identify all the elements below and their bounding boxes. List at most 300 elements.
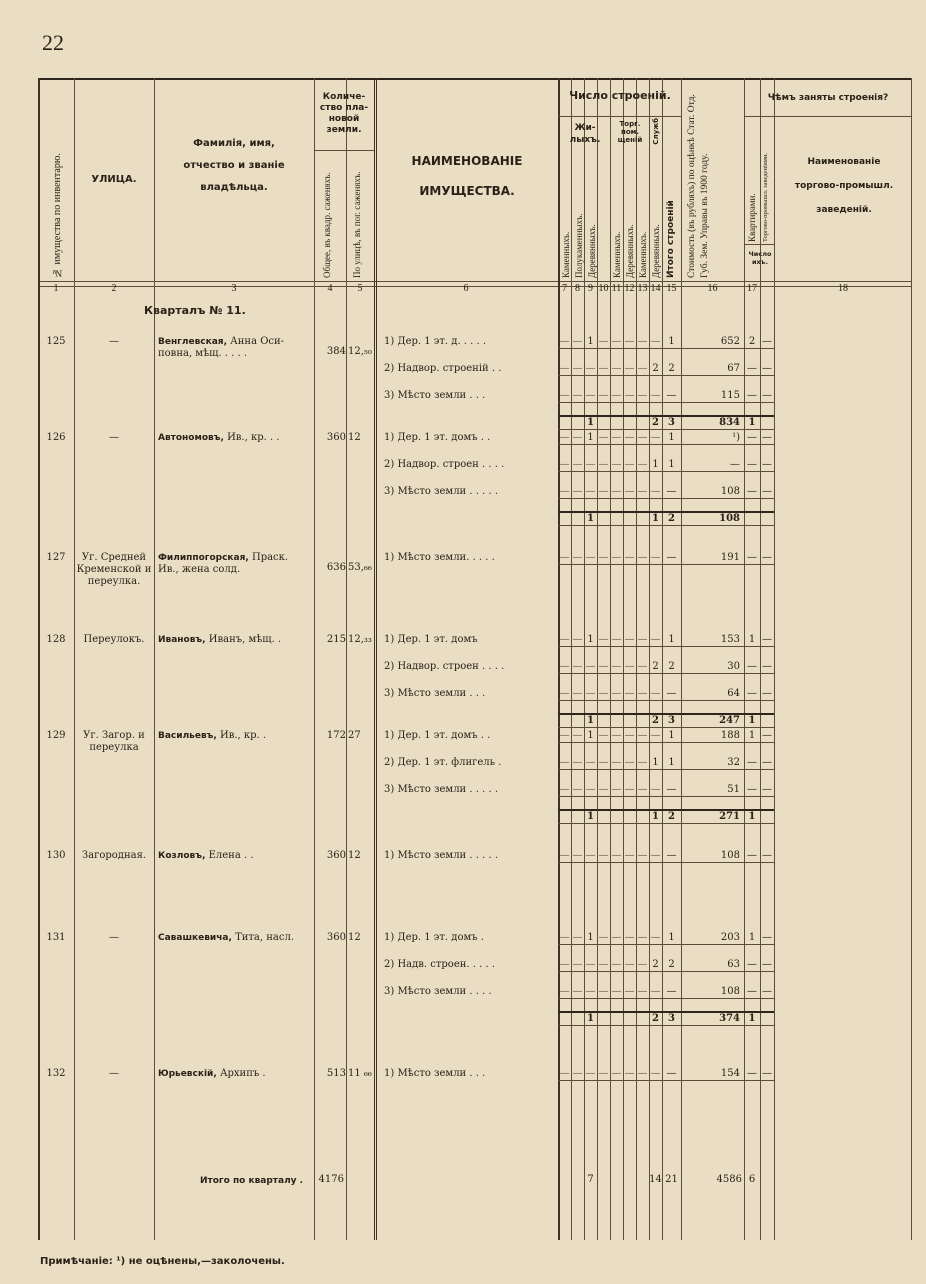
building-count: — [637, 850, 648, 861]
apartments-cell: — [747, 784, 757, 795]
building-count: — [559, 390, 570, 401]
land-area: 384 [326, 346, 346, 357]
building-count: — [572, 661, 583, 672]
owner-name: Филиппогорская, Праск. [158, 552, 289, 563]
building-count: — [585, 390, 596, 401]
building-count: — [585, 1068, 596, 1079]
sum-service: 2 [652, 417, 659, 428]
building-count: — [598, 1068, 609, 1079]
building-count: — [611, 986, 622, 997]
sum-total-buildings: 2 [668, 811, 675, 822]
value-cell: ¹) [732, 432, 740, 443]
value-cell: 30 [727, 661, 740, 672]
apartments-cell: 1 [748, 634, 756, 645]
column-number: 6 [463, 283, 469, 294]
building-count: — [559, 730, 570, 741]
header-stone: Каменныхъ. [561, 231, 571, 278]
sum-service: 1 [652, 513, 659, 524]
building-count: — [598, 336, 609, 347]
owner-name-cont: Ив., жена солд. [158, 564, 241, 575]
building-count: — [572, 486, 583, 497]
building-count: 2 [652, 959, 659, 970]
building-count: — [624, 363, 635, 374]
trade-estab-cell: — [762, 986, 772, 997]
building-count: — [598, 486, 609, 497]
building-count: — [624, 850, 635, 861]
apartments-cell: — [747, 390, 757, 401]
building-count: — [650, 850, 661, 861]
total-apartments: 6 [748, 1174, 756, 1185]
building-count: — [559, 459, 570, 470]
header-occupied: Чѣмъ заняты строенія? [767, 93, 889, 103]
building-count: — [637, 661, 648, 672]
total-buildings-cell: 2 [668, 363, 675, 374]
trade-estab-cell: — [762, 661, 772, 672]
building-count: — [585, 688, 596, 699]
building-count: 1 [587, 432, 594, 443]
trade-estab-cell: — [762, 552, 772, 563]
trade-estab-cell: — [762, 363, 772, 374]
property-item: 3) Мѣсто земли . . . . . [384, 784, 498, 795]
building-count: — [559, 850, 570, 861]
total-area: 4176 [318, 1174, 344, 1185]
building-count: — [559, 986, 570, 997]
column-number: 5 [357, 283, 363, 294]
building-count: — [572, 850, 583, 861]
sum-wooden-res: 1 [587, 1013, 594, 1024]
street-length: 27 [348, 730, 361, 741]
building-count: — [624, 688, 635, 699]
street-length: 12,₃₃ [348, 634, 372, 645]
header-land-total: Общее, въ квадр. саженяхъ. [322, 172, 332, 278]
building-count: — [611, 1068, 622, 1079]
building-count: — [624, 730, 635, 741]
value-cell: 203 [720, 932, 740, 943]
street-length: 12 [348, 932, 361, 943]
building-count: — [598, 688, 609, 699]
sum-total-buildings: 2 [668, 513, 675, 524]
building-count: — [611, 390, 622, 401]
total-buildings-cell: 1 [668, 432, 675, 443]
inventory-number: 125 [46, 336, 66, 347]
building-count: — [624, 986, 635, 997]
column-number: 1 [53, 283, 59, 294]
property-item: 1) Дер. 1 эт. домъ . . [384, 432, 491, 443]
apartments-cell: — [747, 432, 757, 443]
building-count: — [650, 486, 661, 497]
building-count: — [637, 363, 648, 374]
row-rule [558, 564, 774, 565]
apartments-cell: 1 [748, 730, 756, 741]
building-count: — [598, 390, 609, 401]
value-cell: 63 [727, 959, 740, 970]
header-service-stone: Каменныхъ. [638, 231, 648, 278]
building-count: — [624, 390, 635, 401]
building-count: — [611, 486, 622, 497]
trade-estab-cell: — [762, 336, 772, 347]
building-count: — [572, 932, 583, 943]
property-item: 3) Мѣсто земли . . . . . [384, 486, 498, 497]
building-count: — [637, 784, 648, 795]
building-count: — [585, 959, 596, 970]
building-count: — [637, 336, 648, 347]
row-rule [558, 673, 774, 674]
header-owner: Фамилія, имя, отчество и званіе владѣльца. [183, 138, 285, 193]
trade-estab-cell: — [762, 757, 772, 768]
inventory-number: 130 [46, 850, 66, 861]
building-count: — [598, 661, 609, 672]
trade-estab-cell: — [762, 634, 772, 645]
building-count: — [637, 390, 648, 401]
inventory-number: 132 [46, 1068, 66, 1079]
trade-estab-cell: — [762, 688, 772, 699]
property-item: 1) Дер. 1 эт. домъ . . [384, 730, 491, 741]
building-count: — [559, 757, 570, 768]
value-cell: 32 [727, 757, 740, 768]
building-count: — [585, 363, 596, 374]
building-count: — [624, 661, 635, 672]
total-buildings-cell: — [666, 850, 677, 861]
header-trade-estab: Торгово-промышл. заведеніями. [762, 153, 769, 242]
column-number: 10 [598, 283, 609, 294]
building-count: — [637, 486, 648, 497]
building-count: 2 [652, 363, 659, 374]
quarter-title: Кварталъ № 11. [144, 304, 246, 317]
sum-apartments: 1 [748, 1013, 756, 1024]
column-number: 18 [838, 283, 848, 294]
trade-estab-cell: — [762, 486, 772, 497]
building-count: 1 [587, 932, 594, 943]
building-count: — [650, 552, 661, 563]
sum-value: 271 [719, 811, 740, 822]
row-rule [558, 429, 774, 430]
total-buildings-cell: 1 [668, 634, 675, 645]
header-trade-stone: Каменныхъ. [612, 231, 622, 278]
building-count: — [598, 363, 609, 374]
row-rule [558, 727, 774, 728]
row-rule [558, 700, 774, 701]
property-item: 2) Надвор. строеній . . [384, 363, 502, 374]
trade-estab-cell: — [762, 459, 772, 470]
header-count: Число ихъ. [748, 250, 772, 266]
column-number: 13 [637, 283, 648, 294]
building-count: — [585, 661, 596, 672]
header-land: Количе-ство пла-новой земли. [319, 92, 369, 135]
building-count: — [650, 932, 661, 943]
value-cell: 652 [720, 336, 740, 347]
apartments-cell: — [747, 959, 757, 970]
building-count: — [624, 432, 635, 443]
street-name: Переулокъ. [83, 634, 145, 645]
building-count: — [572, 1068, 583, 1079]
trade-estab-cell: — [762, 390, 772, 401]
sum-service: 1 [652, 811, 659, 822]
building-count: 1 [652, 459, 659, 470]
total-buildings-cell: — [666, 784, 677, 795]
owner-name: Козловъ, Елена . . [158, 850, 254, 861]
street-name: — [109, 1068, 119, 1079]
building-count: — [559, 1068, 570, 1079]
header-service-wooden: Деревянныхъ. [651, 224, 661, 278]
header-bottom-rule [38, 281, 912, 282]
header-total-buildings: Итого строеній [666, 200, 676, 278]
building-count: — [637, 634, 648, 645]
trade-estab-cell: — [762, 730, 772, 741]
row-rule [558, 646, 774, 647]
value-cell: 67 [727, 363, 740, 374]
apartments-cell: — [747, 486, 757, 497]
total-service-wooden: 14 [649, 1174, 662, 1185]
building-count: — [585, 552, 596, 563]
building-count: — [585, 757, 596, 768]
building-count: — [585, 784, 596, 795]
building-count: 1 [587, 730, 594, 741]
row-rule [558, 498, 774, 499]
street-name: Загородная. [81, 850, 147, 861]
building-count: — [572, 363, 583, 374]
building-count: — [611, 363, 622, 374]
page-number: 22 [42, 30, 64, 55]
total-buildings-cell: — [666, 688, 677, 699]
total-buildings-cell: — [666, 486, 677, 497]
header-residential: Жи-лыхъ. [569, 123, 601, 145]
sum-wooden-res: 1 [587, 811, 594, 822]
property-item: 1) Дер. 1 эт. домъ . [384, 932, 484, 943]
building-count: — [611, 459, 622, 470]
trade-estab-cell: — [762, 784, 772, 795]
column-number: 8 [575, 283, 580, 294]
building-count: — [572, 634, 583, 645]
property-item: 3) Мѣсто земли . . . [384, 390, 486, 401]
column-number: 3 [231, 283, 237, 294]
row-rule [558, 971, 774, 972]
total-buildings-cell: 1 [668, 336, 675, 347]
land-area: 360 [326, 850, 346, 861]
street-name: — [109, 432, 119, 443]
total-buildings-cell: 2 [668, 661, 675, 672]
building-count: — [624, 552, 635, 563]
building-count: 1 [652, 757, 659, 768]
value-cell: 108 [720, 850, 740, 861]
property-item: 3) Мѣсто земли . . . [384, 688, 486, 699]
building-count: — [611, 432, 622, 443]
header-service: Служб [652, 118, 660, 145]
building-count: — [572, 432, 583, 443]
column-number: 16 [707, 283, 718, 294]
building-count: 1 [587, 634, 594, 645]
property-item: 2) Дер. 1 эт. флигель . [384, 757, 502, 768]
apartments-cell: — [747, 850, 757, 861]
building-count: — [637, 1068, 648, 1079]
building-count: — [637, 459, 648, 470]
building-count: — [611, 661, 622, 672]
row-rule [558, 402, 774, 403]
table-top-rule [38, 78, 912, 80]
value-cell: 108 [720, 486, 740, 497]
land-area: 215 [326, 634, 346, 645]
building-count: — [637, 688, 648, 699]
building-count: — [572, 986, 583, 997]
building-count: — [650, 336, 661, 347]
inventory-number: 127 [46, 552, 66, 563]
apartments-cell: — [747, 688, 757, 699]
building-count: — [650, 986, 661, 997]
building-count: — [598, 986, 609, 997]
building-count: — [624, 486, 635, 497]
building-count: — [650, 688, 661, 699]
row-rule [558, 769, 774, 770]
sum-wooden-res: 1 [587, 715, 594, 726]
building-count: — [637, 730, 648, 741]
row-rule [558, 444, 774, 445]
header-wooden: Деревянныхъ. [587, 224, 597, 278]
row-rule [558, 823, 774, 824]
sum-total-buildings: 3 [668, 715, 675, 726]
apartments-cell: 2 [748, 336, 756, 347]
building-count: — [572, 459, 583, 470]
building-count: 1 [587, 336, 594, 347]
owner-name: Ивановъ, Иванъ, мѣщ. . [158, 634, 282, 645]
total-buildings: 21 [665, 1174, 678, 1185]
sum-value: 108 [719, 513, 740, 524]
building-count: — [637, 932, 648, 943]
owner-name: Венглевская, Анна Оси- [158, 336, 285, 347]
sum-wooden-res: 1 [587, 513, 594, 524]
header-value: Стоимость (въ рубляхъ) по оцѣнкѣ Стат. Отд. Губ. Зем. Управы въ 1900 году. [687, 94, 710, 278]
sum-apartments: 1 [748, 417, 756, 428]
owner-name-cont: повна, мѣщ. . . . . [158, 348, 248, 359]
building-count: — [611, 336, 622, 347]
sum-service: 2 [652, 1013, 659, 1024]
row-rule [558, 1080, 774, 1081]
value-cell: 108 [720, 986, 740, 997]
building-count: 2 [652, 661, 659, 672]
inventory-table [38, 78, 912, 1240]
land-area: 513 [326, 1068, 346, 1079]
trade-estab-cell: — [762, 1068, 772, 1079]
building-count: — [624, 459, 635, 470]
header-establishments: Наименованіе торгово-промышл. заведеній. [794, 157, 894, 215]
building-count: — [611, 932, 622, 943]
inventory-number: 131 [46, 932, 66, 943]
value-cell: 64 [727, 688, 740, 699]
building-count: — [598, 757, 609, 768]
building-count: — [559, 784, 570, 795]
property-item: 1) Дер. 1 эт. д. . . . . [384, 336, 487, 347]
footnote: Примѣчаніе: ¹) не оцѣнены,—заколочены. [40, 1256, 285, 1267]
building-count: — [572, 336, 583, 347]
building-count: — [624, 336, 635, 347]
row-rule [558, 944, 774, 945]
building-count: — [559, 486, 570, 497]
sum-total-buildings: 3 [668, 417, 675, 428]
building-count: — [611, 784, 622, 795]
value-cell: 153 [720, 634, 740, 645]
sum-wooden-res: 1 [587, 417, 594, 428]
owner-name: Савашкевича, Тита, насл. [158, 932, 295, 943]
apartments-cell: — [747, 459, 757, 470]
owner-name: Автономовъ, Ив., кр. . . [158, 432, 280, 443]
building-count: — [559, 363, 570, 374]
street-name: Уг. Загор. и переулка [83, 730, 145, 753]
building-count: — [572, 390, 583, 401]
building-count: — [559, 932, 570, 943]
building-count: — [611, 688, 622, 699]
property-item: 2) Надвор. строен . . . . [384, 661, 505, 672]
header-property: НАИМЕНОВАНІЕ ИМУЩЕСТВА. [411, 154, 523, 198]
owner-name: Юрьевскій, Архипъ . [158, 1068, 266, 1079]
building-count: — [598, 850, 609, 861]
building-count: — [585, 850, 596, 861]
property-item: 2) Надвор. строен . . . . [384, 459, 505, 470]
row-rule [558, 375, 774, 376]
value-cell: 51 [727, 784, 740, 795]
trade-estab-cell: — [762, 932, 772, 943]
street-name: Уг. Средней Кременской и переулка. [76, 552, 152, 587]
header-land-street: По улицѣ, въ пог. саженяхъ. [352, 171, 362, 278]
row-rule [558, 998, 774, 999]
row-rule [558, 1025, 774, 1026]
building-count: — [650, 390, 661, 401]
building-count: — [611, 730, 622, 741]
building-count: — [598, 459, 609, 470]
building-count: — [585, 459, 596, 470]
header-halfstone: Полукаменныхъ. [574, 213, 584, 278]
row-rule [558, 471, 774, 472]
building-count: — [624, 784, 635, 795]
header-trade-wooden: Деревянныхъ. [625, 224, 635, 278]
sum-apartments: 1 [748, 811, 756, 822]
building-count: — [572, 552, 583, 563]
land-area: 360 [326, 432, 346, 443]
building-count: — [598, 552, 609, 563]
column-number: 17 [747, 283, 757, 294]
building-count: — [559, 552, 570, 563]
building-count: — [598, 432, 609, 443]
sum-value: 247 [719, 715, 740, 726]
header-street: УЛИЦА. [91, 174, 137, 185]
header-inventory-no: № имущества по инвентарю. [52, 153, 63, 278]
trade-estab-cell: — [762, 959, 772, 970]
total-label: Итого по кварталу . [200, 1176, 304, 1186]
building-count: — [585, 986, 596, 997]
value-cell: 191 [720, 552, 740, 563]
building-count: — [598, 959, 609, 970]
inventory-number: 129 [46, 730, 66, 741]
building-count: — [598, 730, 609, 741]
building-count: — [598, 784, 609, 795]
building-count: — [559, 634, 570, 645]
building-count: — [637, 552, 648, 563]
apartments-cell: 1 [748, 932, 756, 943]
total-value: 4586 [716, 1174, 742, 1185]
column-number: 7 [562, 283, 567, 294]
inventory-number: 128 [46, 634, 66, 645]
property-item: 1) Мѣсто земли. . . . . [384, 552, 495, 563]
building-count: — [559, 336, 570, 347]
property-item: 3) Мѣсто земли . . . . [384, 986, 492, 997]
total-buildings-cell: — [666, 552, 677, 563]
column-number: 12 [624, 283, 635, 294]
building-count: — [624, 634, 635, 645]
sum-total-buildings: 3 [668, 1013, 675, 1024]
row-rule [558, 525, 774, 526]
building-count: — [572, 784, 583, 795]
building-count: — [624, 959, 635, 970]
apartments-cell: — [747, 363, 757, 374]
building-count: — [624, 932, 635, 943]
building-count: — [572, 730, 583, 741]
